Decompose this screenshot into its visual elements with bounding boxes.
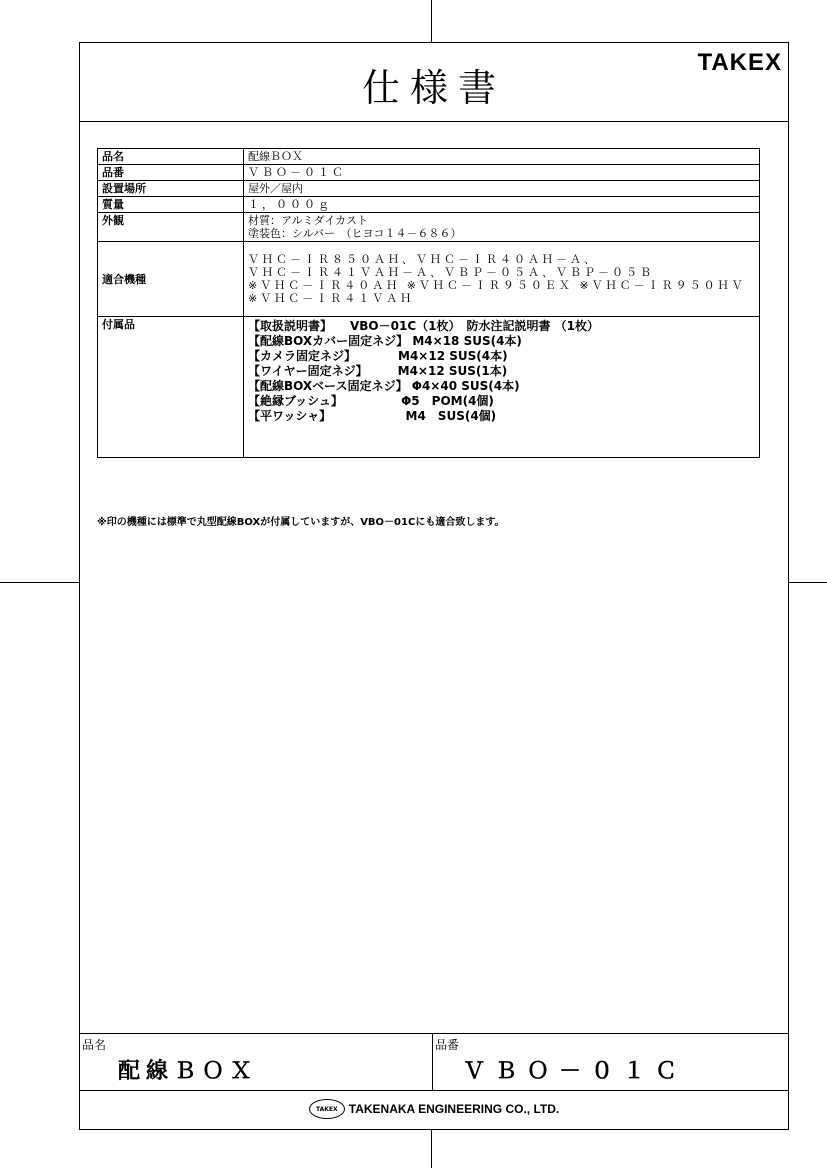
table-row <box>98 181 760 197</box>
footer-name-value: 配線ＢＯＸ <box>118 1059 259 1084</box>
weight-label: 質量 <box>98 197 244 213</box>
accessory-item: 【配線BOXカバー固定ネジ】 M4×18 SUS(4本) <box>248 334 522 348</box>
footer-name-label: 品名 <box>82 1038 107 1052</box>
company-block <box>80 1091 788 1127</box>
accessory-item: 【ワイヤー固定ネジ】 M4×12 SUS(1本) <box>248 364 508 378</box>
crop-mark-left <box>0 582 79 583</box>
accessories-list <box>244 317 760 458</box>
table-row <box>98 197 760 213</box>
paint-color-text: 塗装色：シルバー （ヒヨコ１４－６８６） <box>248 227 462 240</box>
name-value: 配線ＢＯＸ <box>244 149 760 165</box>
accessory-item: 【配線BOXベース固定ネジ】 Φ4×40 SUS(4本) <box>248 379 520 393</box>
material-text: 材質：アルミダイカスト <box>248 214 369 227</box>
model-label: 品番 <box>98 165 244 181</box>
compatible-line: ※ＶＨＣ－ＩＲ４１ＶＡＨ <box>248 292 415 305</box>
footer-model-cell <box>433 1034 788 1090</box>
accessory-item: 【平ワッシャ】 M4 SUS(4個) <box>248 409 497 423</box>
spec-sheet <box>79 42 789 1130</box>
crop-mark-right <box>789 582 827 583</box>
document-title: 仕様書 <box>361 66 506 110</box>
crop-mark-top <box>431 0 432 42</box>
appearance-label: 外観 <box>98 213 244 242</box>
crop-mark-bottom <box>431 1130 432 1168</box>
table-row <box>98 165 760 181</box>
company-name: TAKENAKA ENGINEERING CO., LTD. <box>348 1102 560 1116</box>
company-logo-icon: TAKEX <box>309 1099 345 1119</box>
compatible-label: 適合機種 <box>98 242 244 317</box>
location-value: 屋外／屋内 <box>244 181 760 197</box>
accessory-item: 【カメラ固定ネジ】 M4×12 SUS(4本) <box>248 349 508 363</box>
table-row <box>98 317 760 458</box>
footer-model-value: ＶＢＯ－０１Ｃ <box>463 1059 688 1084</box>
compatible-line: ＶＨＣ－ＩＲ４１ＶＡＨ－Ａ、ＶＢＰ－０５Ａ、ＶＢＰ－０５Ｂ <box>248 266 654 279</box>
header <box>80 43 788 122</box>
table-row <box>98 213 760 242</box>
brand-logo: TAKEX <box>697 49 782 76</box>
accessory-item: 【取扱説明書】 VBO－01C（1枚） 防水注記説明書 （1枚） <box>248 319 600 333</box>
weight-value: １，０００ｇ <box>244 197 760 213</box>
table-row <box>98 242 760 317</box>
spec-table <box>97 148 760 458</box>
table-row <box>98 149 760 165</box>
footnote: ※印の機種には標準で丸型配線BOXが付属していますが、VBO－01Cにも適合致します。 <box>97 517 505 528</box>
footer-title-block <box>80 1033 788 1091</box>
model-value: ＶＢＯ－０１Ｃ <box>244 165 760 181</box>
appearance-value <box>244 213 760 242</box>
compatible-line: ＶＨＣ－ＩＲ８５０ＡＨ、ＶＨＣ－ＩＲ４０ＡＨ－Ａ、 <box>248 253 598 266</box>
accessories-label: 付属品 <box>98 317 244 458</box>
location-label: 設置場所 <box>98 181 244 197</box>
footer-name-cell <box>80 1034 433 1090</box>
footer-model-label: 品番 <box>435 1038 460 1052</box>
compatible-models <box>244 242 760 317</box>
accessory-item: 【絶縁ブッシュ】 Φ5 POM(4個) <box>248 394 494 408</box>
name-label: 品名 <box>98 149 244 165</box>
compatible-line: ※ＶＨＣ－ＩＲ４０ＡＨ ※ＶＨＣ－ＩＲ９５０ＥＸ ※ＶＨＣ－ＩＲ９５０ＨＶ <box>248 279 746 292</box>
